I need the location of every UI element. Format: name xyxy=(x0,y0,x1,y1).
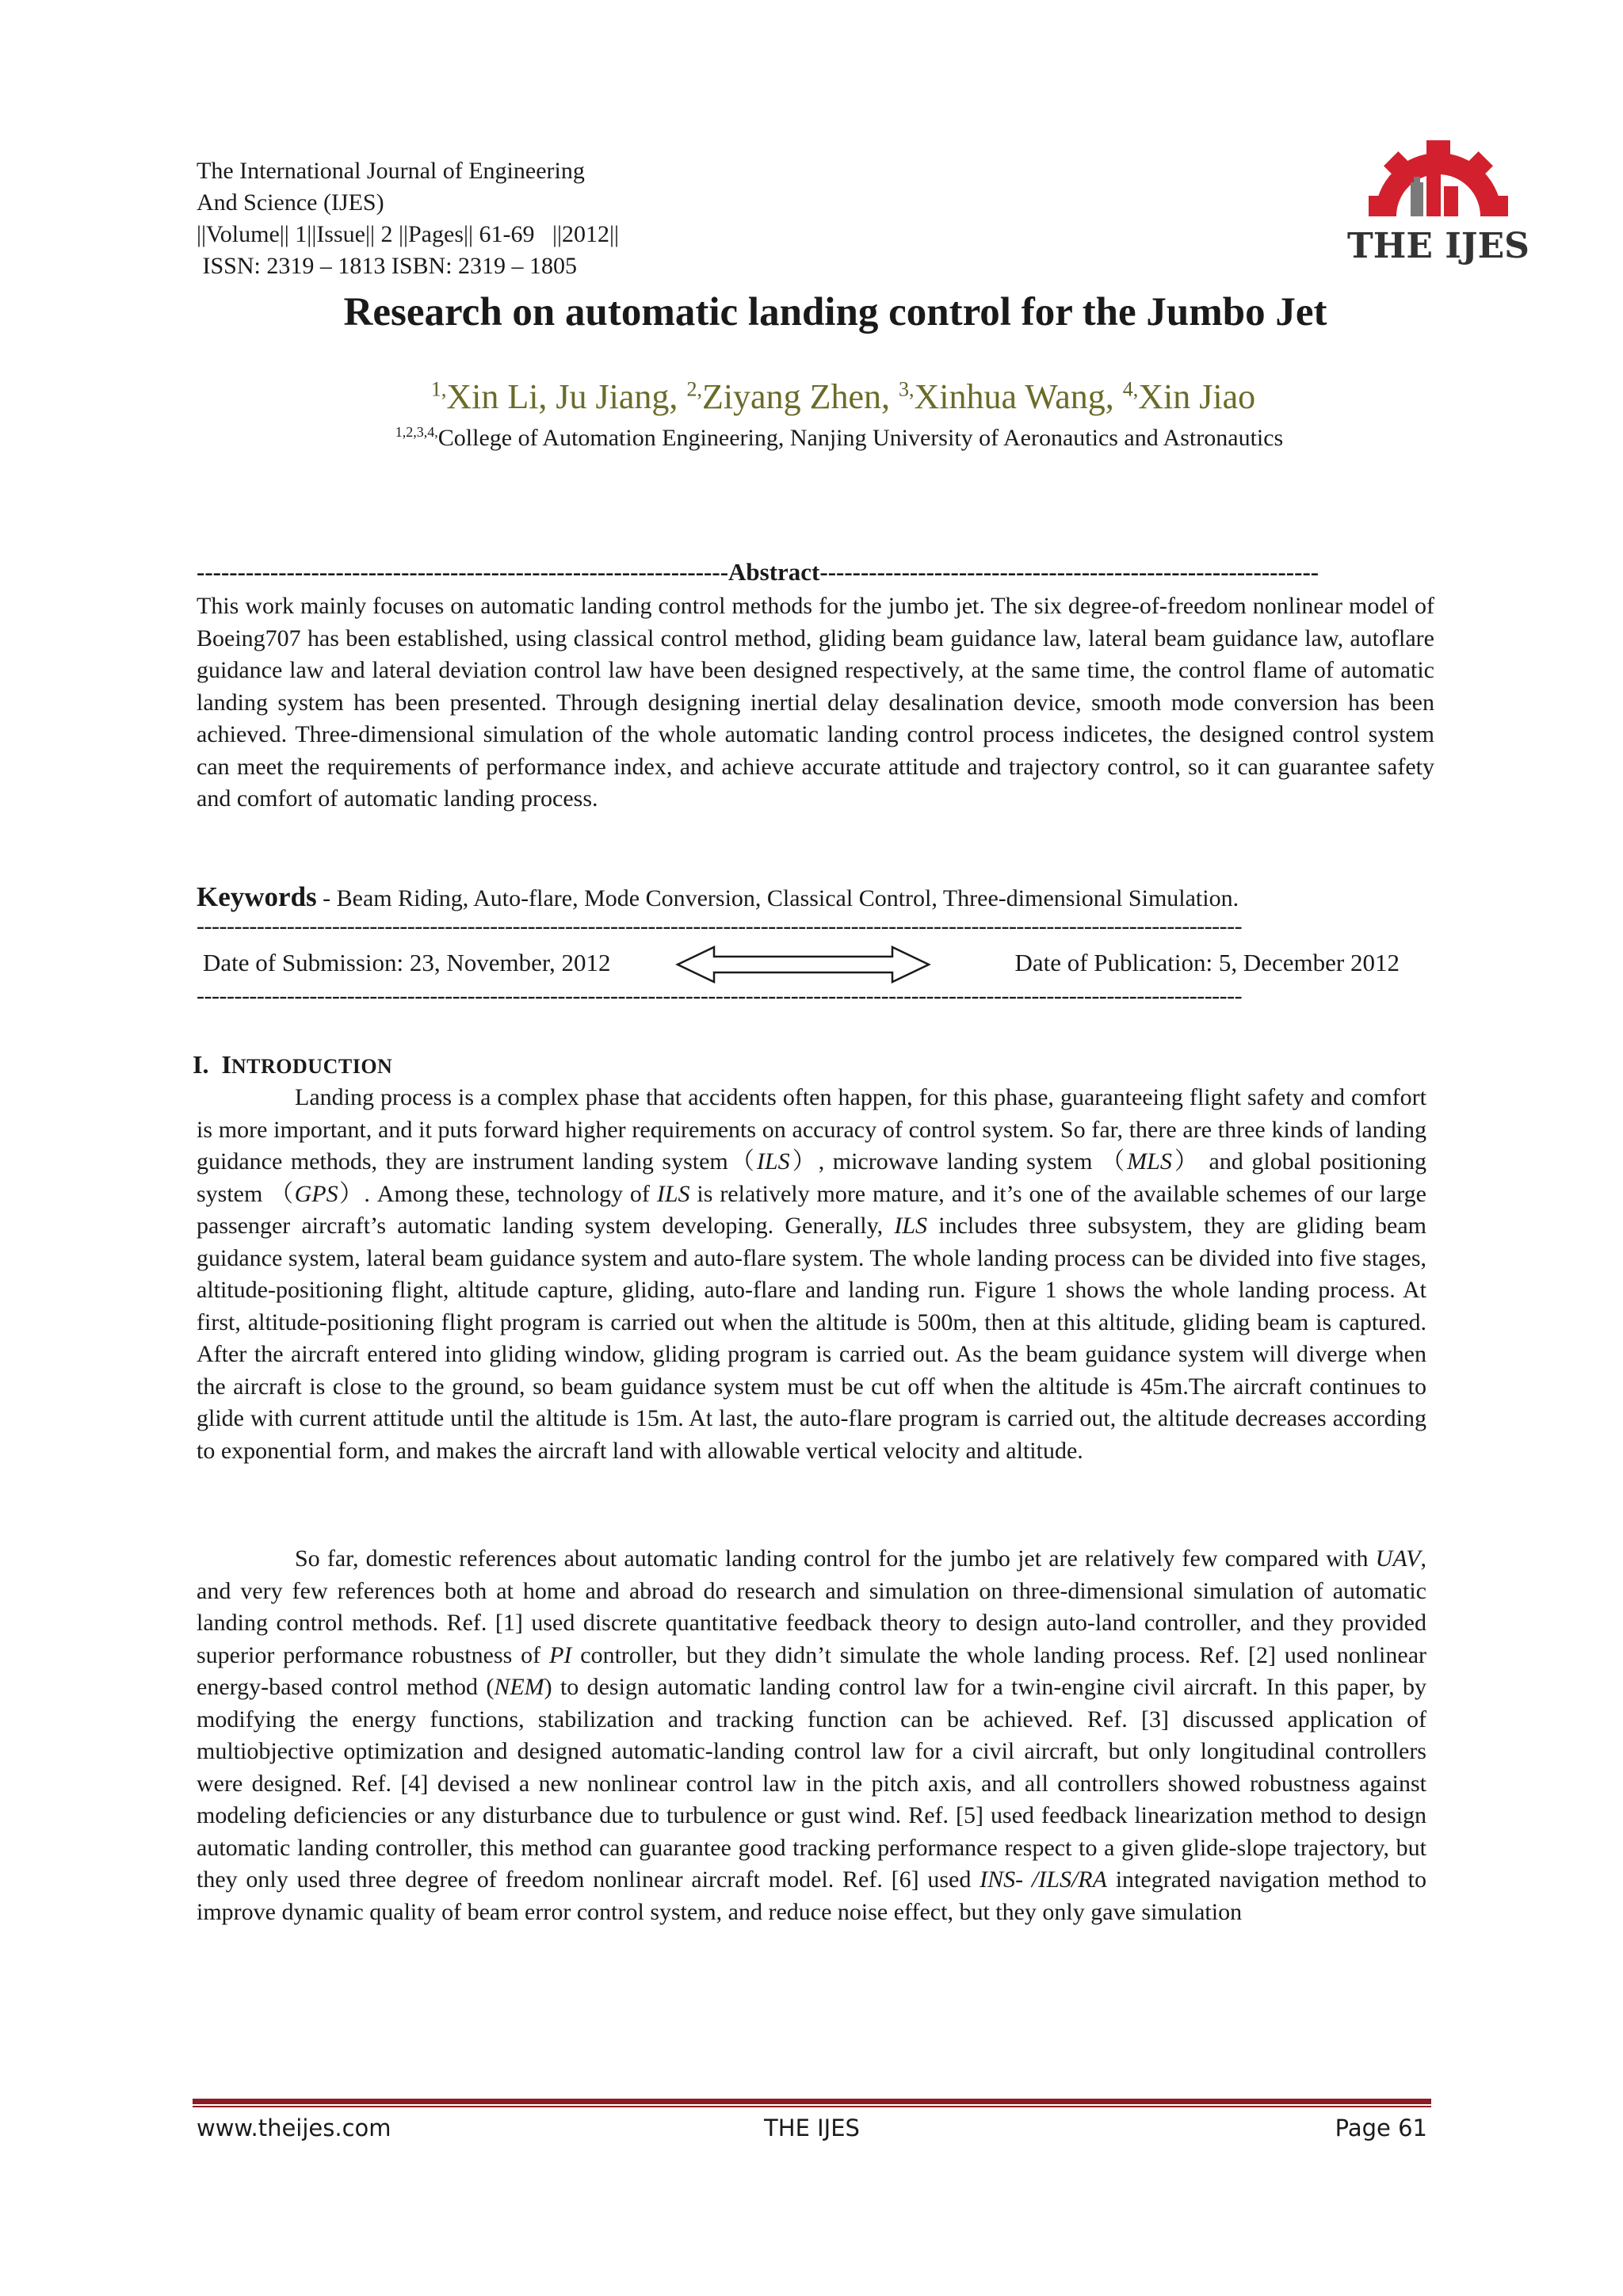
author-list xyxy=(0,376,1623,417)
publication-date: Date of Publication: 5, December 2012 xyxy=(1014,949,1400,976)
footer-rule-thin xyxy=(193,2106,1431,2107)
text-run: ）. Among these, technology of xyxy=(338,1180,657,1207)
text-run: So far, domestic references about automatic landing control for the jumbo jet are relatively few compared with xyxy=(295,1545,1376,1572)
double-arrow-icon xyxy=(674,944,932,985)
footer-page-number: Page 61 xyxy=(1335,2115,1427,2141)
author-sup-1: 1, xyxy=(430,377,447,401)
text-run: integrated navigation method to improve dynamic quality of beam error control system, and reduce noise effect, but they only gave simulation xyxy=(197,1866,1426,1925)
intro-paragraph-1 xyxy=(197,1082,1426,1467)
logo-text: THE IJES xyxy=(1347,226,1529,266)
text-run: ) to design automatic landing control law for a twin-engine civil aircraft. In this paper, by modifying the energy functions, stabilization and tracking function can be achieved. Ref. [3] discussed application of multiobjective optimization and designed automatic-landing control law for a civil aircraft, but only longitudinal controllers were designed. Ref. [4] devised a new nonlinear control law in the pitch axis, and all controllers showed robustness against modeling deficiencies or any disturbance due to turbulence or gust wind. Ref. [5] used feedback linearization method to design automatic landing controller, this method can guarantee good tracking performance respect to a given glide-slope trajectory, but they only used three degree of freedom nonlinear aircraft model. Ref. [6] used xyxy=(197,1674,1426,1893)
affiliation-sup: 1,2,3,4, xyxy=(395,424,438,440)
journal-info xyxy=(197,155,619,282)
date-rule-top: ------------------------------------------------------------------------------------------------------------------------------------------- xyxy=(197,913,1243,939)
section-title-rest: NTRODUCTION xyxy=(231,1055,393,1078)
term-nem: NEM xyxy=(494,1674,544,1700)
footer-journal: THE IJES xyxy=(764,2115,860,2141)
term-ils: ILS xyxy=(756,1148,790,1175)
affiliation-text: College of Automation Engineering, Nanjing University of Aeronautics and Astronautics xyxy=(437,425,1284,451)
term-pi: PI xyxy=(549,1641,572,1668)
author-sup-2: 2, xyxy=(686,377,702,401)
term-ils: ILS xyxy=(894,1213,928,1239)
text-run: ） and global positioning system （ xyxy=(197,1148,1426,1207)
term-mls: MLS xyxy=(1127,1148,1172,1175)
abstract-text: This work mainly focuses on automatic landing control methods for the jumbo jet. The six degree-of-freedom nonlinear model of Boeing707 has been established, using classical control method, gliding beam guidance law, lateral beam guidance law, autoflare guidance law and lateral deviation control law have been designed respectively, at the same time, the control flame of automatic landing system has been presented. Through designing inertial delay desalination device, smooth mode conversion has been achieved. Three-dimensional simulation of the whole automatic landing control process indicetes, the designed control system can meet the requirements of performance index, and achieve accurate attitude and trajectory control, so it can guarantee safety and comfort of automatic landing process. xyxy=(197,593,1434,812)
footer-rule xyxy=(193,2099,1431,2104)
text-run: includes three subsystem, they are gliding beam guidance system, lateral beam guidance system and auto-flare system. The whole landing process can be divided into five stages, altitude-positioning flight, altitude capture, gliding, auto-flare and landing run. Figure 1 shows the whole landing process. At first, altitude-positioning flight program is carried out when the altitude is 500m, then at this altitude, gliding beam is captured. After the aircraft entered into gliding window, gliding program is carried out. As the beam guidance system will diverge when the aircraft is close to the ground, so beam guidance system must be cut off when the altitude is 45m.The aircraft continues to glide with current attitude until the altitude is 15m. At last, the auto-flare program is carried out, the altitude decreases according to exponential form, and makes the aircraft land with allowable vertical velocity and altitude. xyxy=(197,1213,1426,1464)
affiliation xyxy=(0,424,1623,452)
keywords-text: - Beam Riding, Auto-flare, Mode Conversion, Classical Control, Three-dimensional Simulation. xyxy=(316,885,1239,911)
abstract-heading: -----------------------------------------------------------------Abstract------------------------------------------------------------- xyxy=(197,558,1319,586)
author-3: Xinhua Wang, xyxy=(914,377,1123,416)
journal-issn-line: ISSN: 2319 – 1813 ISBN: 2319 – 1805 xyxy=(197,253,578,279)
journal-name-line2: And Science (IJES) xyxy=(197,189,384,216)
term-gps: GPS xyxy=(294,1180,338,1207)
term-ils: ILS xyxy=(656,1180,690,1207)
footer-website: www.theijes.com xyxy=(197,2115,391,2141)
intro-paragraph-2 xyxy=(197,1543,1426,1928)
author-sup-4: 4, xyxy=(1122,377,1139,401)
section-title-initial: I xyxy=(221,1050,231,1079)
paper-title: Research on automatic landing control for the Jumbo Jet xyxy=(343,290,1327,334)
date-rule-bottom: ------------------------------------------------------------------------------------------------------------------------------------------- xyxy=(197,983,1243,1009)
submission-date: Date of Submission: 23, November, 2012 xyxy=(203,949,611,976)
factory-icon xyxy=(1411,170,1458,216)
keywords xyxy=(197,881,1239,913)
text-run: ）, microwave landing system （ xyxy=(789,1148,1128,1175)
author-1: Xin Li, Ju Jiang, xyxy=(446,377,687,416)
keywords-label: Keywords xyxy=(197,881,317,912)
text-run: is relatively more mature, and it’s one of the available schemes of our large passenger aircraft’s automatic landing system developing. Generally, xyxy=(197,1180,1426,1239)
author-sup-3: 3, xyxy=(898,377,915,401)
journal-volume-line: ||Volume|| 1||Issue|| 2 ||Pages|| 61-69 ||2012|| xyxy=(197,221,620,247)
text-run: Landing process is a complex phase that accidents often happen, for this phase, guaranteeing flight safety and comfort is more important, and it puts forward higher requirements on accuracy of control system. So far, there are three kinds of landing guidance methods, they are instrument landing system（ xyxy=(197,1084,1426,1175)
term-ins-ils-ra: INS- /ILS/RA xyxy=(980,1866,1107,1893)
author-2: Ziyang Zhen, xyxy=(701,377,899,416)
author-4: Xin Jiao xyxy=(1138,377,1256,416)
journal-name-line1: The International Journal of Engineering xyxy=(197,158,585,184)
text-run: , and very few references both at home and abroad do research and simulation on three-dimensional simulation of automatic landing control methods. Ref. [1] used discrete quantitative feedback theory to design auto-land controller, and they provided superior performance robustness of xyxy=(197,1545,1426,1668)
section-number: I. xyxy=(193,1050,209,1079)
text-run: controller, but they didn’t simulate the whole landing process. Ref. [2] used nonlinear energy-based control method ( xyxy=(197,1641,1427,1700)
term-uav: UAV xyxy=(1375,1545,1421,1572)
section-heading xyxy=(193,1050,392,1079)
ijes-logo xyxy=(1331,139,1545,266)
